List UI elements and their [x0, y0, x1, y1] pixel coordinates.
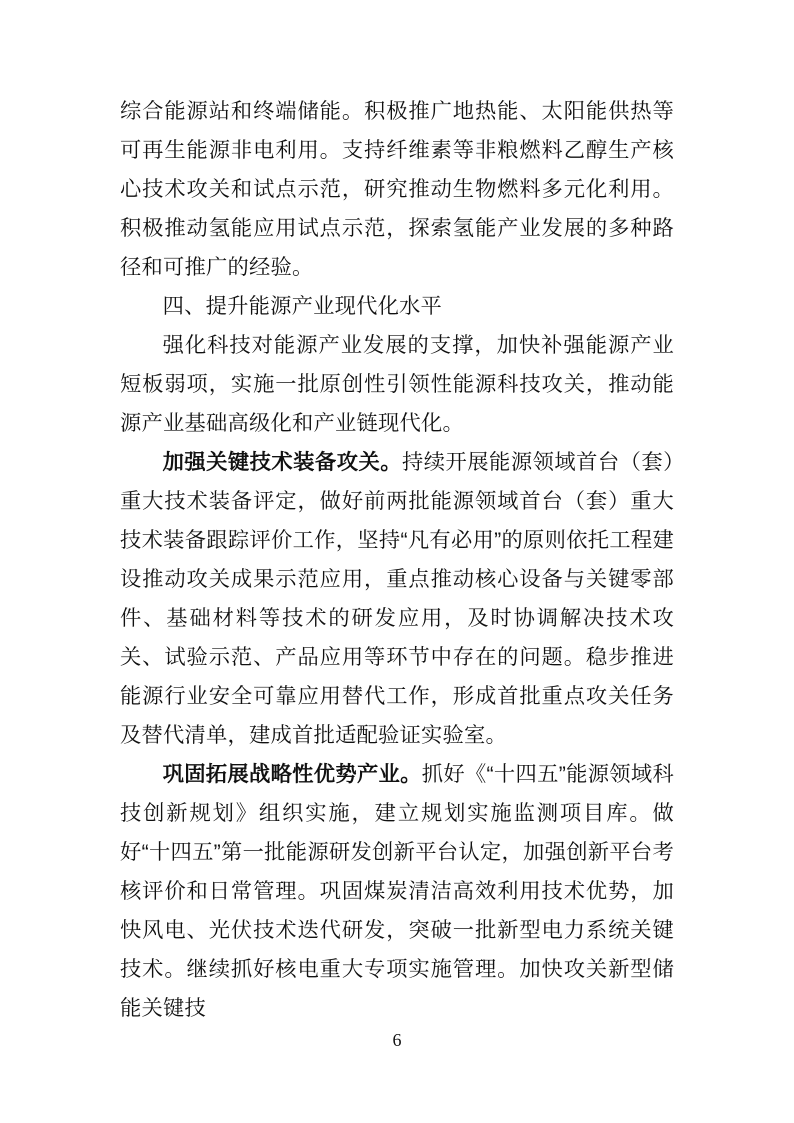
paragraph [120, 443, 674, 755]
section-heading [120, 287, 674, 326]
paragraph-text: 抓好《“十四五”能源领域科技创新规划》组织实施，建立规划实施监测项目库。做好“十四五”第一批能源研发创新平台认定，加强创新平台考核评价和日常管理。巩固煤炭清洁高效利用技术优势，加快风电、光伏技术迭代研发，突破一批新型电力系统关键技术。继续抓好核电重大专项实施管理。加快攻关新型储能关键技 [120, 762, 674, 1020]
paragraph-text: 综合能源站和终端储能。积极推广地热能、太阳能供热等可再生能源非电利用。支持纤维素等非粮燃料乙醇生产核心技术攻关和试点示范，研究推动生物燃料多元化利用。积极推动氢能应用试点示范，探索氢能产业发展的多种路径和可推广的经验。 [120, 99, 674, 279]
paragraph-lead-bold: 加强关键技术装备攻关。 [162, 450, 402, 474]
paragraph-continuation [120, 92, 674, 287]
page-body [120, 92, 674, 1028]
page-number: 6 [392, 1030, 402, 1050]
paragraph [120, 326, 674, 443]
paragraph-text: 持续开展能源领域首台（套）重大技术装备评定，做好前两批能源领域首台（套）重大技术装备跟踪评价工作，坚持“凡有必用”的原则依托工程建设推动攻关成果示范应用，重点推动核心设备与关键零部件、基础材料等技术的研发应用，及时协调解决技术攻关、试验示范、产品应用等环节中存在的问题。稳步推进能源行业安全可靠应用替代工作，形成首批重点攻关任务及替代清单，建成首批适配验证实验室。 [120, 450, 675, 747]
paragraph-lead-bold: 巩固拓展战略性优势产业。 [162, 762, 422, 786]
paragraph-text: 强化科技对能源产业发展的支撑，加快补强能源产业短板弱项，实施一批原创性引领性能源科技攻关，推动能源产业基础高级化和产业链现代化。 [120, 333, 674, 435]
section-heading-text: 四、提升能源产业现代化水平 [162, 294, 443, 318]
paragraph [120, 755, 674, 1028]
page-footer [0, 1030, 794, 1051]
